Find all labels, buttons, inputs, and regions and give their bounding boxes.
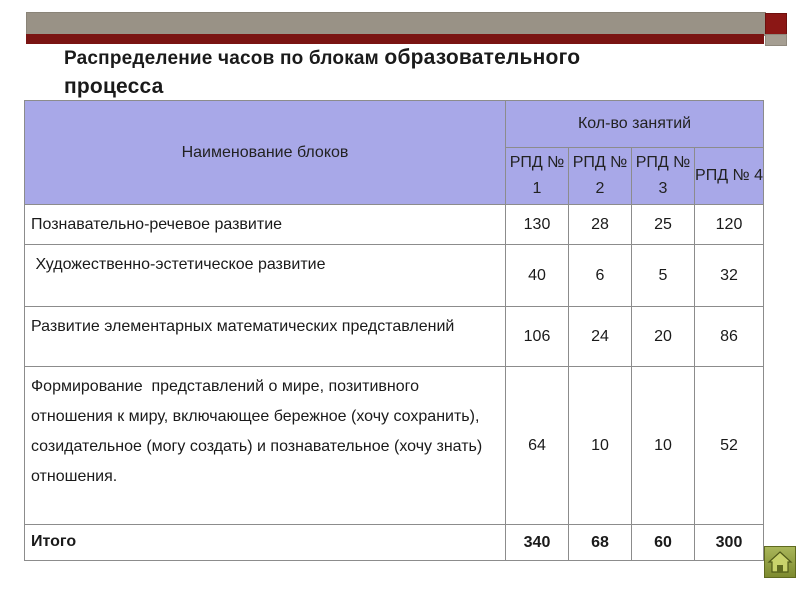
row-value: 25 <box>632 205 695 245</box>
row-value: 106 <box>506 307 569 367</box>
row-value: 120 <box>695 205 764 245</box>
row-value: 40 <box>506 245 569 307</box>
header-col-rpd1: РПД № 1 <box>506 148 569 205</box>
total-row <box>25 525 764 561</box>
title-part1: Распределение часов по блокам <box>64 48 385 69</box>
home-button[interactable] <box>764 546 796 578</box>
row-name: Познавательно-речевое развитие <box>25 205 506 245</box>
row-name: Формирование представлений о мире, позитивного отношения к миру, включающее бережное (хочу сохранить), созидательное (могу создать) и познавательное (хочу знать) отношения. <box>25 367 506 525</box>
row-name: Художественно-эстетическое развитие <box>25 245 506 307</box>
corner-square-red <box>765 13 787 35</box>
row-value: 6 <box>569 245 632 307</box>
row-value: 130 <box>506 205 569 245</box>
header-col-rpd4: РПД № 4 <box>695 148 764 205</box>
header-lesson-count: Кол-во занятий <box>506 101 764 148</box>
header-col-rpd2: РПД № 2 <box>569 148 632 205</box>
total-value: 340 <box>506 525 569 561</box>
table-row <box>25 245 764 307</box>
table-row <box>25 205 764 245</box>
row-name: Развитие элементарных математических представлений <box>25 307 506 367</box>
row-value: 10 <box>632 367 695 525</box>
table-row <box>25 367 764 525</box>
corner-square-gray <box>765 34 787 46</box>
row-value: 64 <box>506 367 569 525</box>
total-value: 300 <box>695 525 764 561</box>
title-line2: процесса <box>64 75 164 98</box>
total-label: Итого <box>25 525 506 561</box>
header-col-rpd3: РПД № 3 <box>632 148 695 205</box>
top-accent-stripe <box>26 34 764 44</box>
row-value: 24 <box>569 307 632 367</box>
header-block-name: Наименование блоков <box>25 101 506 205</box>
row-value: 32 <box>695 245 764 307</box>
row-value: 52 <box>695 367 764 525</box>
table-row <box>25 307 764 367</box>
page-title <box>64 44 744 102</box>
row-value: 86 <box>695 307 764 367</box>
hours-table <box>24 100 764 561</box>
row-value: 5 <box>632 245 695 307</box>
row-value: 10 <box>569 367 632 525</box>
top-decorative-bar <box>26 12 766 36</box>
row-value: 28 <box>569 205 632 245</box>
row-value: 20 <box>632 307 695 367</box>
total-value: 60 <box>632 525 695 561</box>
home-icon <box>765 547 795 577</box>
total-value: 68 <box>569 525 632 561</box>
title-part2: образовательного <box>384 46 581 69</box>
